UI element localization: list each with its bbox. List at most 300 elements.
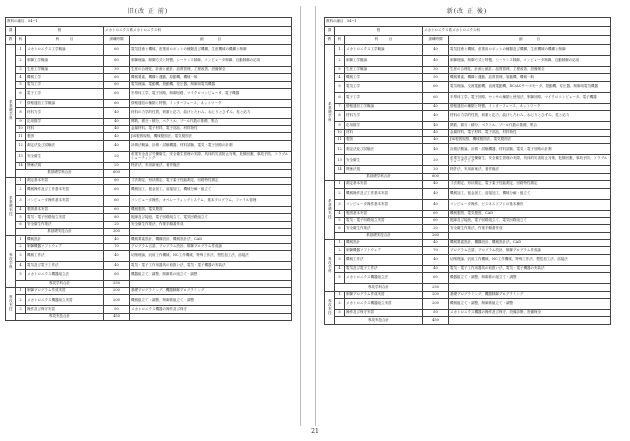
row-number: 4 bbox=[16, 206, 26, 213]
row-number: 2 bbox=[16, 184, 26, 195]
subject-name: メカトロニクス工学概論 bbox=[26, 45, 104, 56]
detail-text: 機械組立て・調整、制御系組立て・調整 bbox=[130, 295, 292, 306]
row-number: 6 bbox=[16, 89, 26, 100]
row-number: 1 bbox=[335, 45, 345, 56]
table-row bbox=[6, 151, 292, 162]
total-row bbox=[325, 232, 611, 239]
row-number: 1 bbox=[16, 177, 26, 184]
subject-name: メカトロニクス機器組立法 bbox=[345, 273, 423, 284]
new-col-detail: 細 目 bbox=[449, 36, 611, 45]
table-row bbox=[325, 45, 611, 56]
hours-value: 40 bbox=[423, 56, 449, 67]
detail-text: 半導体工学、電子回路、制御回路、マイクロコンピュータ、電子機器 bbox=[130, 89, 292, 100]
row-number: 10 bbox=[335, 129, 345, 136]
total-value: 260 bbox=[423, 232, 449, 239]
detail-text: 特許法、実用新案法、著作権法 bbox=[449, 166, 611, 173]
row-number: 1 bbox=[335, 181, 345, 188]
hours-value: 60 bbox=[104, 206, 130, 213]
group-label bbox=[6, 45, 16, 178]
detail-text: 金属材料、電子材料、電子部品、材料物性 bbox=[449, 129, 611, 136]
table-row bbox=[6, 125, 292, 132]
table-row bbox=[6, 89, 292, 100]
hours-value: 40 bbox=[104, 236, 130, 243]
total-row bbox=[325, 284, 611, 291]
subject-name: 測定法及び試験法 bbox=[345, 144, 423, 155]
subject-name: 操作及び保守実習 bbox=[26, 306, 104, 313]
hours-value: 60 bbox=[104, 89, 130, 100]
detail-text: 機械組立て・調整、制御系組立て・調整 bbox=[449, 299, 611, 310]
group-label bbox=[6, 288, 16, 321]
table-row bbox=[325, 111, 611, 122]
hours-value: 40 bbox=[423, 111, 449, 122]
old-rows bbox=[6, 45, 292, 321]
hours-value: 20 bbox=[104, 151, 130, 162]
hours-value: 60 bbox=[104, 74, 130, 81]
table-row bbox=[6, 177, 292, 184]
detail-text: コンピュータ操作、ビジネスソフトの基本操作 bbox=[449, 199, 611, 210]
hours-value: 60 bbox=[423, 92, 449, 103]
detail-text: 金属材料、電子材料、電子部品、材料物性 bbox=[130, 125, 292, 132]
hours-value: 60 bbox=[104, 269, 130, 280]
total-label: 専攻実技合計 bbox=[16, 313, 104, 320]
hours-value: 60 bbox=[423, 217, 449, 224]
detail-text: 材料の力学的性質、荷重と応力、曲げとたわみ、ねじりとひずみ、柱と応力 bbox=[449, 111, 611, 122]
subject-name: 機械工作法 bbox=[26, 251, 104, 262]
detail-text: 電気理論、交流電動機、直流電動機、DC/ACサーボモータ、発動機、変圧器、制御用電気機器 bbox=[449, 81, 611, 92]
group-label bbox=[325, 291, 335, 324]
hours-value: 40 bbox=[423, 265, 449, 272]
subject-name: 材料 bbox=[345, 129, 423, 136]
table-row bbox=[6, 306, 292, 313]
subject-name: 測定基本実習 bbox=[345, 181, 423, 188]
subject-name: 機械工作法 bbox=[345, 254, 423, 265]
old-panel bbox=[5, 6, 291, 321]
group-label-text: 専攻実技 bbox=[9, 295, 14, 312]
table-row bbox=[6, 56, 292, 67]
hours-value: 40 bbox=[104, 133, 130, 140]
detail-text: 電気技術と機械、産業用ロボットの種類及び機構、生産機械の機構と制御 bbox=[449, 45, 611, 56]
total-label: 系基礎実技合計 bbox=[16, 229, 104, 236]
detail-text: 制御理論、制御方式と特徴、シーケンス制御、コンピュータ制御、自動制御の応用 bbox=[130, 56, 292, 67]
row-number: 9 bbox=[335, 122, 345, 129]
group-label bbox=[325, 45, 335, 181]
row-number: 6 bbox=[16, 221, 26, 228]
subject-name: 制御機器ソフトウェア bbox=[26, 243, 104, 250]
detail-text: プログラム言語、プログラム設計、制御プログラム作成論 bbox=[130, 243, 292, 250]
new-panel bbox=[324, 6, 610, 325]
subject-name: 関係法規 bbox=[26, 162, 104, 169]
detail-text: 機械製図、電気製図 bbox=[130, 206, 292, 213]
table-row bbox=[6, 162, 292, 169]
hours-value: 40 bbox=[423, 103, 449, 110]
detail-text: 機器組立て・調整、制御系の組立て・調整 bbox=[449, 273, 611, 284]
row-number: 7 bbox=[335, 103, 345, 110]
total-empty-cell bbox=[130, 170, 292, 177]
table-row bbox=[325, 310, 611, 317]
detail-text: 機械加工、板金加工、溶接加工、機械分解・組立て bbox=[449, 188, 611, 199]
total-empty-cell bbox=[449, 173, 611, 180]
subject-name: 機械操作及び工作基本実習 bbox=[345, 188, 423, 199]
old-subject-label: 教科の細目 54−1 bbox=[6, 18, 292, 27]
row-number: 14 bbox=[335, 166, 345, 173]
total-empty-cell bbox=[449, 284, 611, 291]
hours-value: 40 bbox=[104, 118, 130, 125]
detail-text: コンピュータ操作、オペレーティングシステム、基本プログラム、ファイル管理 bbox=[130, 195, 292, 206]
table-row bbox=[325, 56, 611, 67]
table-row bbox=[325, 103, 611, 110]
old-heading: 旧(改 正 前) bbox=[127, 8, 169, 15]
subject-name: 機械設計 bbox=[26, 236, 104, 243]
old-col-kyoka: 教 bbox=[6, 36, 16, 45]
total-empty-cell bbox=[449, 232, 611, 239]
subject-name: 生産工学概論 bbox=[345, 67, 423, 74]
total-value: 250 bbox=[423, 284, 449, 291]
subject-name: 応用数学 bbox=[345, 122, 423, 129]
group-label-text: 系基礎学科 bbox=[9, 99, 14, 120]
row-number: 3 bbox=[335, 310, 345, 317]
subject-name: 電気工学 bbox=[26, 81, 104, 88]
table-row bbox=[325, 74, 611, 81]
hours-value: 50 bbox=[423, 310, 449, 317]
hours-value: 40 bbox=[104, 262, 130, 269]
row-number: 6 bbox=[335, 225, 345, 232]
row-number: 11 bbox=[335, 136, 345, 143]
detail-text: 制御理論、制御方式と特徴、シーケンス制御、コンピュータ制御、自動制御の応用 bbox=[449, 56, 611, 67]
row-number: 5 bbox=[335, 273, 345, 284]
group-label-text: 系基礎実技 bbox=[9, 195, 14, 216]
row-number: 2 bbox=[16, 56, 26, 67]
total-empty-cell bbox=[449, 317, 611, 324]
hours-value: 40 bbox=[104, 107, 130, 118]
subject-name: 機械工学 bbox=[345, 74, 423, 81]
hours-value: 50 bbox=[423, 74, 449, 81]
row-number: 4 bbox=[335, 210, 345, 217]
table-row bbox=[6, 243, 292, 250]
hours-value: 60 bbox=[104, 81, 130, 88]
row-number: 5 bbox=[16, 269, 26, 280]
table-row bbox=[325, 265, 611, 272]
row-number: 3 bbox=[335, 254, 345, 265]
row-number: 2 bbox=[16, 295, 26, 306]
new-table bbox=[324, 17, 611, 325]
old-col-kei: 程 bbox=[16, 27, 104, 36]
total-value: 450 bbox=[104, 313, 130, 320]
row-number: 5 bbox=[335, 81, 345, 92]
table-row bbox=[325, 199, 611, 210]
old-col-ka: 課 bbox=[6, 27, 16, 36]
hours-value: 20 bbox=[104, 162, 130, 169]
hours-value: 40 bbox=[423, 188, 449, 199]
table-row bbox=[6, 45, 292, 56]
table-row bbox=[325, 210, 611, 217]
total-value: 250 bbox=[104, 280, 130, 287]
table-row bbox=[6, 288, 292, 295]
subject-name: 製図基本実習 bbox=[345, 210, 423, 217]
group-label-text: 専攻学科 bbox=[9, 252, 14, 269]
row-number: 5 bbox=[16, 81, 26, 88]
table-row bbox=[325, 136, 611, 143]
hours-value: 40 bbox=[104, 140, 130, 151]
table-row bbox=[325, 181, 611, 188]
row-number: 3 bbox=[16, 195, 26, 206]
subject-name: 応用数学 bbox=[26, 118, 104, 125]
old-table bbox=[5, 17, 292, 321]
hours-value: 30 bbox=[423, 67, 449, 74]
detail-text: メカトロニクス機器の操作及び保守、設備診断、設備保全 bbox=[449, 310, 611, 317]
detail-text: JIS製図規格、機械製図法、電気製図法 bbox=[449, 136, 611, 143]
total-row bbox=[6, 313, 292, 320]
table-row bbox=[325, 291, 611, 298]
row-number: 3 bbox=[16, 67, 26, 74]
detail-text: 生産の合理化、計画と統計、品質管理、工程改善、設備保全 bbox=[449, 67, 611, 74]
hours-value: 60 bbox=[423, 273, 449, 284]
subject-name: 電子工学 bbox=[345, 92, 423, 103]
hours-value: 40 bbox=[423, 136, 449, 143]
hours-value: 60 bbox=[423, 210, 449, 217]
hours-value: 30 bbox=[104, 67, 130, 74]
total-empty-cell bbox=[130, 313, 292, 320]
hours-value: 80 bbox=[104, 214, 130, 221]
subject-name: 材料力学 bbox=[345, 111, 423, 122]
hours-value: 40 bbox=[423, 122, 449, 129]
total-row bbox=[6, 229, 292, 236]
subject-name: 情報通信工学概論 bbox=[26, 100, 104, 107]
subject-name: 制御工学概論 bbox=[345, 56, 423, 67]
row-number: 1 bbox=[16, 236, 26, 243]
new-col-kyoka: 教 bbox=[325, 36, 335, 45]
hours-value: 40 bbox=[423, 199, 449, 210]
hours-value: 60 bbox=[104, 195, 130, 206]
table-row bbox=[325, 299, 611, 310]
hours-value: 40 bbox=[423, 254, 449, 265]
table-row bbox=[6, 118, 292, 125]
group-label-text: 系基礎実技 bbox=[328, 199, 333, 220]
detail-text: 特許法、実用新案法、著作権法 bbox=[130, 162, 292, 169]
hours-value: 40 bbox=[423, 129, 449, 136]
row-number: 7 bbox=[16, 100, 26, 107]
subject-name: 機械設計 bbox=[345, 240, 423, 247]
table-row bbox=[325, 247, 611, 254]
row-number: 2 bbox=[335, 188, 345, 199]
table-row bbox=[6, 81, 292, 88]
subject-name: 安全衛生 bbox=[26, 151, 104, 162]
row-number: 3 bbox=[16, 306, 26, 313]
hours-value: 40 bbox=[104, 251, 130, 262]
detail-text: プログラム言語、プログラム設計、制御プログラム作成論 bbox=[449, 247, 611, 254]
new-col-ka2: 科 bbox=[335, 36, 345, 45]
detail-text: 配線及び接続、電子回路組立て、電気回路組立て bbox=[449, 217, 611, 224]
subject-name: メカトロニクス機器組立実習 bbox=[26, 295, 104, 306]
hours-value: 40 bbox=[423, 181, 449, 188]
subject-name: 材料力学 bbox=[26, 107, 104, 118]
subject-name: 電気及び電子工作法 bbox=[345, 265, 423, 272]
new-col-ka: 課 bbox=[325, 27, 335, 36]
new-rows bbox=[325, 45, 611, 325]
hours-value: 70 bbox=[423, 247, 449, 254]
table-row bbox=[6, 269, 292, 280]
subject-name: 製図 bbox=[345, 136, 423, 143]
hours-value: 20 bbox=[423, 155, 449, 166]
group-label bbox=[325, 240, 335, 292]
subject-name: 電気・電子回路組立実習 bbox=[345, 217, 423, 224]
total-value: 450 bbox=[423, 317, 449, 324]
row-number: 13 bbox=[16, 151, 26, 162]
new-col-kamoku: 科 目 bbox=[345, 36, 423, 45]
subject-name: 情報通信工学概論 bbox=[345, 103, 423, 110]
table-row bbox=[325, 166, 611, 173]
hours-value: 40 bbox=[423, 45, 449, 56]
total-label: 専攻実技合計 bbox=[335, 317, 423, 324]
table-row bbox=[6, 221, 292, 228]
hours-value: 40 bbox=[423, 240, 449, 247]
total-label: 専攻学科合計 bbox=[335, 284, 423, 291]
table-row bbox=[6, 74, 292, 81]
detail-text: 機械加工、板金加工、溶接加工、機械分解・組立て bbox=[130, 184, 292, 195]
row-number: 2 bbox=[335, 56, 345, 67]
row-number: 12 bbox=[16, 140, 26, 151]
subject-name: 関係法規 bbox=[345, 166, 423, 173]
detail-text: 電気・電子工作用器具の取扱い法、電気・電子機器の実装法 bbox=[449, 265, 611, 272]
table-row bbox=[6, 133, 292, 140]
row-number: 5 bbox=[335, 217, 345, 224]
row-number: 4 bbox=[16, 262, 26, 269]
table-row bbox=[6, 100, 292, 107]
table-row bbox=[6, 67, 292, 74]
detail-text: 電気理論、電動機、発動機、変圧器、制御用電気機器 bbox=[130, 81, 292, 88]
hours-value: 200 bbox=[104, 288, 130, 295]
total-row bbox=[325, 173, 611, 180]
total-label: 系基礎学科合計 bbox=[16, 170, 104, 177]
table-row bbox=[6, 295, 292, 306]
table-row bbox=[325, 144, 611, 155]
total-empty-cell bbox=[130, 280, 292, 287]
table-row bbox=[6, 140, 292, 151]
row-number: 12 bbox=[335, 144, 345, 155]
detail-text: JIS製図規格、機械製図法、電気製図法 bbox=[130, 133, 292, 140]
detail-text: 機械製図、電気製図、CAD bbox=[449, 210, 611, 217]
detail-text: 計測法概論、計測・試験機器、材料試験、電気・電子回路の計測 bbox=[449, 144, 611, 155]
new-col-kei: 程 bbox=[335, 27, 423, 36]
hours-value: 60 bbox=[423, 81, 449, 92]
subject-name: 電気及び電子工作法 bbox=[26, 262, 104, 269]
row-number: 2 bbox=[335, 247, 345, 254]
old-col-hours: 訓練時間 bbox=[104, 36, 130, 45]
detail-text: 基礎プログラミング、機器制御プログラミング bbox=[449, 291, 611, 298]
subject-name: 安全衛生作業法 bbox=[26, 221, 104, 228]
subject-name: 測定基本実習 bbox=[26, 177, 104, 184]
table-row bbox=[6, 251, 292, 262]
old-col-kamoku: 科 目 bbox=[26, 36, 104, 45]
total-value: 300 bbox=[104, 229, 130, 236]
subject-name: 制御プログラム作成実習 bbox=[26, 288, 104, 295]
panel-divider bbox=[300, 6, 316, 426]
detail-text: 機器組立て、調整、制御系の組立て・調整 bbox=[130, 269, 292, 280]
table-row bbox=[6, 236, 292, 243]
detail-text: 電気・電子工作用器具の取扱い法、電気・電子機器の実装法 bbox=[130, 262, 292, 269]
row-number: 9 bbox=[16, 118, 26, 125]
subject-name: 電子工学 bbox=[26, 89, 104, 100]
total-label: 系基礎実技合計 bbox=[335, 232, 423, 239]
row-number: 1 bbox=[16, 45, 26, 56]
table-row bbox=[325, 273, 611, 284]
detail-text: 関数、微分・積分、ベクトル、ブール代数の基礎、集合 bbox=[449, 122, 611, 129]
table-row bbox=[325, 188, 611, 199]
row-number: 4 bbox=[335, 265, 345, 272]
subject-name: コンピュータ操作基本実習 bbox=[26, 195, 104, 206]
hours-value: 60 bbox=[104, 184, 130, 195]
detail-text: 基礎プログラミング、機器制御プログラミング bbox=[130, 288, 292, 295]
table-row bbox=[325, 92, 611, 103]
row-number: 4 bbox=[16, 74, 26, 81]
detail-text: メカトロニクス機器の操作及び保守 bbox=[130, 306, 292, 313]
subject-name: 電気工学 bbox=[345, 81, 423, 92]
row-number: 3 bbox=[335, 199, 345, 210]
total-value: 600 bbox=[104, 170, 130, 177]
detail-text: 安全衛生作業法、作業手順書作成 bbox=[449, 225, 611, 232]
subject-name: メカトロニクス工学概論 bbox=[345, 45, 423, 56]
hours-value: 200 bbox=[423, 299, 449, 310]
table-row bbox=[6, 195, 292, 206]
new-course-name: メカトロニクス系メカトロニクス科 bbox=[423, 27, 611, 36]
new-col-hours: 訓練時間 bbox=[423, 36, 449, 45]
row-number: 6 bbox=[335, 92, 345, 103]
group-label-text: 専攻実技 bbox=[328, 298, 333, 315]
row-number: 8 bbox=[16, 107, 26, 118]
table-row bbox=[6, 184, 292, 195]
table-row bbox=[325, 225, 611, 232]
subject-name: メカトロニクス機器組立法 bbox=[26, 269, 104, 280]
table-row bbox=[325, 67, 611, 74]
hours-value: 70 bbox=[104, 243, 130, 250]
subject-name: 測定法及び試験法 bbox=[26, 140, 104, 151]
hours-value: 20 bbox=[104, 221, 130, 228]
detail-text: 情報通信の種類と特徴、インターフェース、ネットワーク bbox=[449, 103, 611, 110]
table-row bbox=[6, 262, 292, 269]
subject-name: 生産工学概論 bbox=[26, 67, 104, 74]
row-number: 1 bbox=[335, 291, 345, 298]
row-number: 5 bbox=[16, 214, 26, 221]
detail-text: 生産の合理化、計画と統計、品質管理、工程改善、設備保全 bbox=[130, 67, 292, 74]
detail-text: 産業安全及び労働衛生、安全衛生管理の実際、具体的災害防止対策、危険回避、事故予防、トラブルシューティング bbox=[449, 155, 611, 166]
old-col-ka2: 科 bbox=[16, 36, 26, 45]
subject-name: 安全衛生作業法 bbox=[345, 225, 423, 232]
hours-value: 60 bbox=[104, 177, 130, 184]
subject-name: 機械工学 bbox=[26, 74, 104, 81]
old-course-name: メカトロニクス系メカトロニクス科 bbox=[104, 27, 292, 36]
total-label: 系基礎学科合計 bbox=[335, 173, 423, 180]
table-row bbox=[6, 107, 292, 118]
subject-name: 操作及び保守実習 bbox=[345, 310, 423, 317]
total-label: 専攻学科合計 bbox=[16, 280, 104, 287]
detail-text: 寸法測定、形状測定、電子素子性能測定、回路特性測定 bbox=[130, 177, 292, 184]
subject-name: 機械操作及び工作基本実習 bbox=[26, 184, 104, 195]
hours-value: 20 bbox=[423, 166, 449, 173]
subject-name: 安全衛生 bbox=[345, 155, 423, 166]
table-row bbox=[325, 129, 611, 136]
hours-value: 60 bbox=[104, 56, 130, 67]
group-label bbox=[6, 236, 16, 288]
table-row bbox=[325, 254, 611, 265]
hours-value: 60 bbox=[104, 45, 130, 56]
detail-text: 産業安全及び労働衛生、安全衛生管理の実際、具体的災害防止対策、危険回避、事故予防、トラブルシューティング bbox=[130, 151, 292, 162]
detail-text: 寸法測定、形状測定、電子素子性能測定、回路特性測定 bbox=[449, 181, 611, 188]
row-number: 11 bbox=[16, 133, 26, 140]
subject-name: 製図 bbox=[26, 133, 104, 140]
subject-name: 製図基本実習 bbox=[26, 206, 104, 213]
detail-text: 切削理論、汎用工作機械、NC工作機械、特殊工作法、塑性加工法、溶接法 bbox=[130, 251, 292, 262]
hours-value: 50 bbox=[104, 306, 130, 313]
detail-text: 機械要素設計、機構設計、機械設計法、CAD bbox=[130, 236, 292, 243]
